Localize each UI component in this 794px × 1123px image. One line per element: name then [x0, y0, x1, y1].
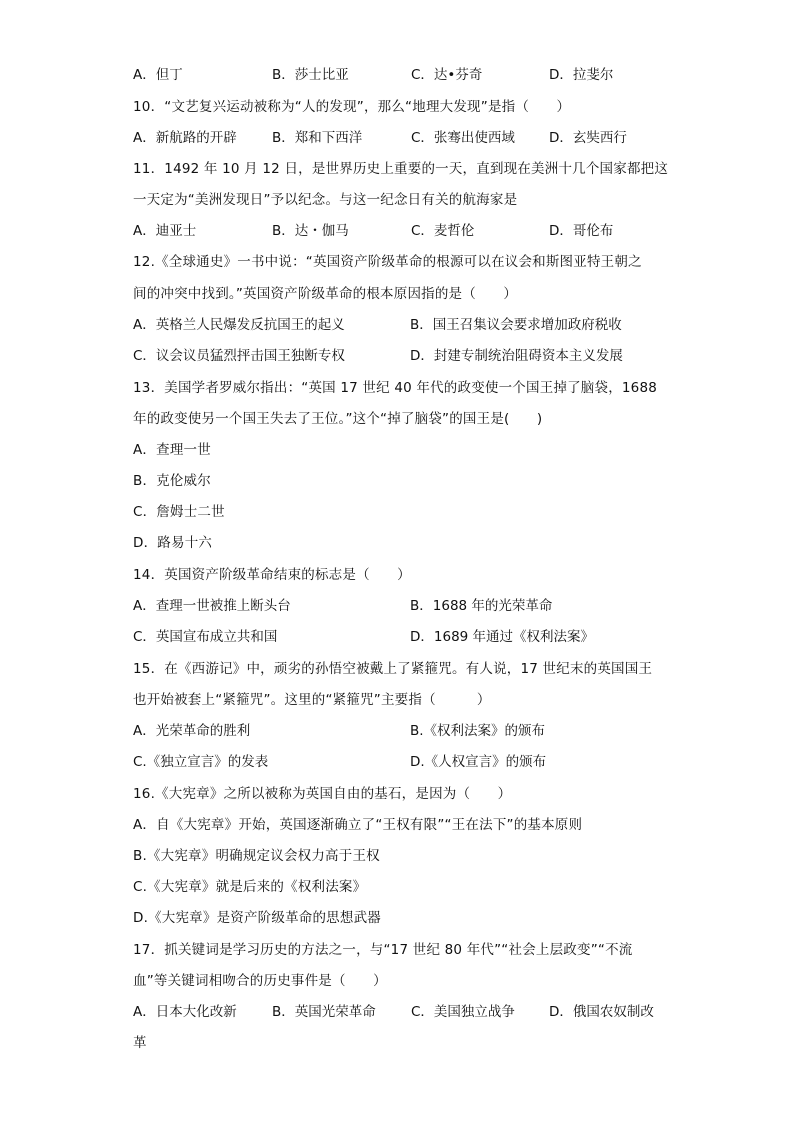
q12-option-c: C．议会议员猛烈抨击国王独断专权: [133, 348, 345, 364]
q17-option-b: B．英国光荣革命: [272, 1004, 376, 1020]
q12-stem-line1: 12.《全球通史》一书中说：“英国资产阶级革命的根源可以在议会和斯图亚特王朝之: [133, 254, 642, 270]
q16-option-b: B.《大宪章》明确规定议会权力高于王权: [133, 848, 380, 864]
q13-option-c: C．詹姆士二世: [133, 504, 225, 520]
q12-stem-line2: 间的冲突中找到。”英国资产阶级革命的根本原因指的是（ ）: [133, 286, 518, 302]
q15-stem-line2: 也开始被套上“紧箍咒”。这里的“紧箍咒”主要指（ ）: [133, 692, 491, 708]
q10-option-d: D．玄奘西行: [549, 130, 627, 146]
q16-option-c: C.《大宪章》就是后来的《权利法案》: [133, 879, 367, 895]
q13-option-b: B．克伦威尔: [133, 473, 211, 489]
q16-stem: 16.《大宪章》之所以被称为英国自由的基石，是因为（ ）: [133, 786, 512, 802]
q12-option-d: D．封建专制统治阻碍资本主义发展: [410, 348, 623, 364]
q17-option-a: A．日本大化改新: [133, 1004, 237, 1020]
q14-options-row1: [133, 596, 673, 616]
q15-stem-line1: 15．在《西游记》中，顽劣的孙悟空被戴上了紧箍咒。有人说，17 世纪末的英国国王: [133, 661, 653, 677]
q15-option-b: B.《权利法案》的颁布: [410, 723, 546, 739]
q11-option-a: A．迪亚士: [133, 223, 197, 239]
q9-option-b: B．莎士比亚: [272, 67, 349, 83]
q11-options: [133, 221, 673, 241]
q17-stem-line2: 血”等关键词相吻合的历史事件是（ ）: [133, 973, 387, 989]
q10-options: [133, 128, 673, 148]
q13-stem-line2: 年的政变使另一个国王失去了王位。”这个“掉了脑袋”的国王是( ): [133, 411, 543, 427]
q17-option-c: C．美国独立战争: [411, 1004, 515, 1020]
q15-options-row1: [133, 721, 673, 741]
q12-option-a: A．英格兰人民爆发反抗国王的起义: [133, 317, 345, 333]
q10-option-a: A．新航路的开辟: [133, 130, 237, 146]
q11-option-b: B．达・伽马: [272, 223, 349, 239]
q15-option-d: D.《人权宣言》的颁布: [410, 754, 547, 770]
q14-option-a: A．查理一世被推上断头台: [133, 598, 291, 614]
q9-option-c: C．达•芬奇: [411, 67, 483, 83]
q17-option-d: D．俄国农奴制改: [549, 1004, 654, 1020]
q17-options: [133, 1002, 673, 1022]
q14-option-d: D．1689 年通过《权利法案》: [410, 629, 595, 645]
q10-stem: 10．“文艺复兴运动被称为“人的发现”，那么“地理大发现”是指（ ）: [133, 99, 571, 115]
q14-stem: 14．英国资产阶级革命结束的标志是（ ）: [133, 567, 411, 583]
q9-option-d: D．拉斐尔: [549, 67, 614, 83]
q12-options-row1: [133, 315, 673, 335]
q15-option-c: C.《独立宣言》的发表: [133, 754, 269, 770]
q12-options-row2: [133, 346, 673, 366]
q10-option-b: B．郑和下西洋: [272, 130, 363, 146]
q16-option-a: A．自《大宪章》开始，英国逐渐确立了“王权有限”“王在法下”的基本原则: [133, 817, 583, 833]
q15-options-row2: [133, 752, 673, 772]
q9-options: [133, 65, 673, 85]
q14-options-row2: [133, 627, 673, 647]
q12-option-b: B．国王召集议会要求增加政府税收: [410, 317, 622, 333]
q17-stem-line1: 17．抓关键词是学习历史的方法之一，与“17 世纪 80 年代”“社会上层政变”“不流: [133, 942, 633, 958]
q11-stem-line1: 11．1492 年 10 月 12 日，是世界历史上重要的一天，直到现在美洲十几个国家都把这: [133, 161, 669, 177]
q14-option-c: C．英国宣布成立共和国: [133, 629, 278, 645]
q14-option-b: B．1688 年的光荣革命: [410, 598, 553, 614]
q13-stem-line1: 13．美国学者罗威尔指出：“英国 17 世纪 40 年代的政变使一个国王掉了脑袋，1688: [133, 380, 658, 396]
q10-option-c: C．张骞出使西域: [411, 130, 515, 146]
q17-option-d-continuation: 革: [133, 1035, 147, 1051]
q11-stem-line2: 一天定为“美洲发现日”予以纪念。与这一纪念日有关的航海家是: [133, 192, 518, 208]
q16-option-d: D.《大宪章》是资产阶级革命的思想武器: [133, 910, 381, 926]
q11-option-c: C．麦哲伦: [411, 223, 475, 239]
q9-option-a: A．但丁: [133, 67, 183, 83]
q15-option-a: A．光荣革命的胜利: [133, 723, 251, 739]
q13-option-a: A．查理一世: [133, 442, 211, 458]
q13-option-d: D．路易十六: [133, 535, 213, 551]
q11-option-d: D．哥伦布: [549, 223, 614, 239]
